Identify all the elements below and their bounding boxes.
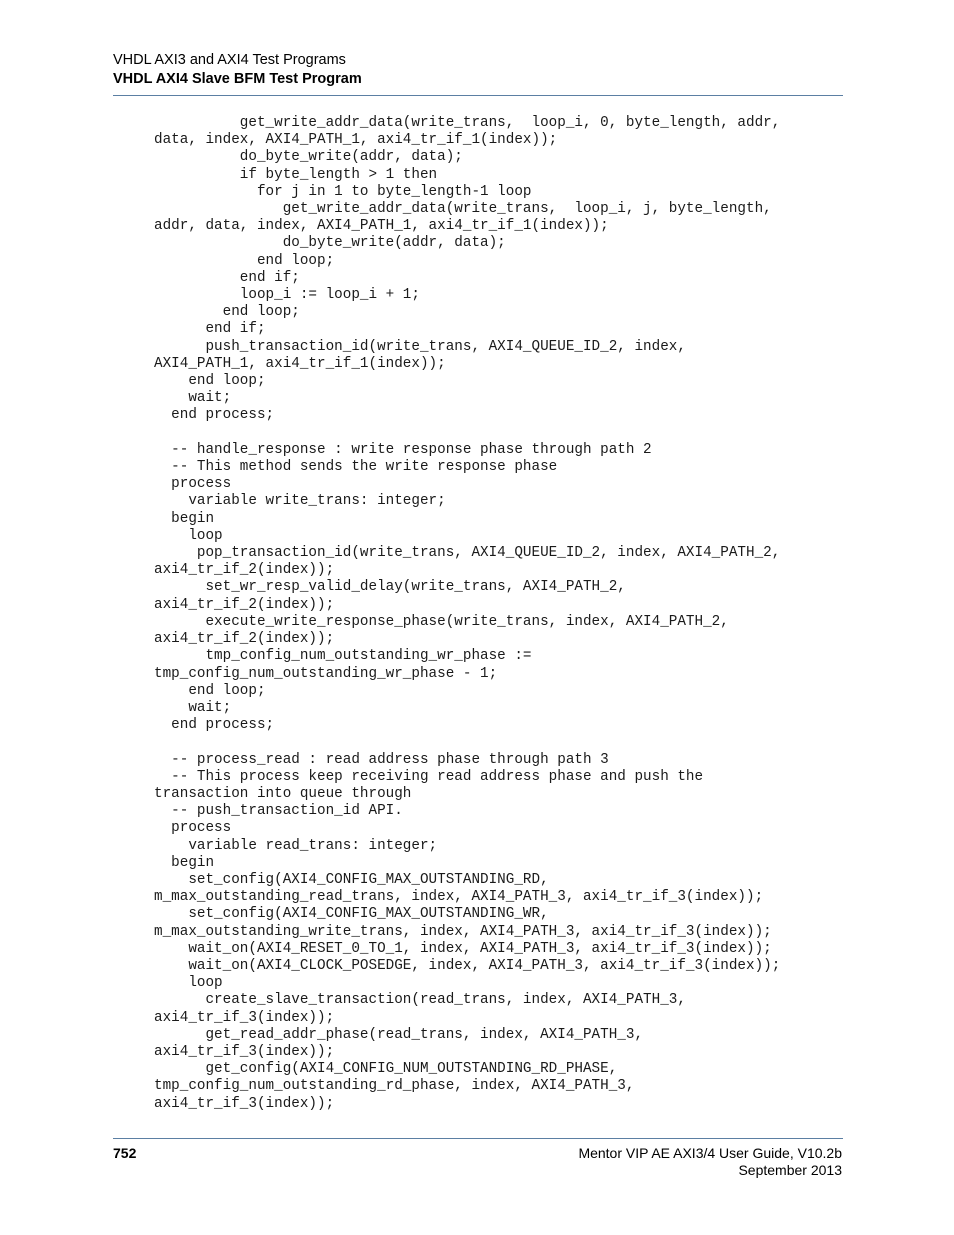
code-line: axi4_tr_if_3(index)); xyxy=(154,1009,335,1026)
code-line: process xyxy=(154,476,232,493)
code-line: create_slave_transaction(read_trans, index, AXI4_PATH_3, xyxy=(154,992,686,1009)
code-line: axi4_tr_if_3(index)); xyxy=(154,1095,335,1112)
footer-divider xyxy=(113,1138,843,1139)
code-line: loop_i := loop_i + 1; xyxy=(154,287,420,304)
publication-date: September 2013 xyxy=(738,1162,842,1178)
code-line: execute_write_response_phase(write_trans, index, AXI4_PATH_2, xyxy=(154,613,729,630)
code-line: -- push_transaction_id API. xyxy=(154,803,403,820)
code-line: end loop; xyxy=(154,373,266,390)
code-line: get_write_addr_data(write_trans, loop_i, 0, byte_length, addr, xyxy=(154,115,781,131)
code-line: end process; xyxy=(154,407,275,424)
code-line: loop xyxy=(154,975,223,992)
code-line: for j in 1 to byte_length-1 loop xyxy=(154,183,532,200)
code-line: get_read_addr_phase(read_trans, index, AXI4_PATH_3, xyxy=(154,1026,644,1043)
code-line: begin xyxy=(154,854,215,871)
code-line: wait; xyxy=(154,699,232,716)
code-line: end loop; xyxy=(154,682,266,699)
code-line: -- handle_response : write response phase through path 2 xyxy=(154,441,652,458)
header-divider xyxy=(113,95,843,96)
code-line: get_write_addr_data(write_trans, loop_i, j, byte_length, xyxy=(154,201,772,218)
code-line: process xyxy=(154,820,232,837)
code-line: -- This method sends the write response phase xyxy=(154,459,558,476)
code-line: set_config(AXI4_CONFIG_MAX_OUTSTANDING_WR, xyxy=(154,906,549,923)
code-line: do_byte_write(addr, data); xyxy=(154,235,506,252)
section-title: VHDL AXI4 Slave BFM Test Program xyxy=(113,71,362,87)
code-line: end if; xyxy=(154,269,300,286)
code-line: wait; xyxy=(154,390,232,407)
code-line: end if; xyxy=(154,321,266,338)
code-line: addr, data, index, AXI4_PATH_1, axi4_tr_if_1(index)); xyxy=(154,218,609,235)
code-line: m_max_outstanding_write_trans, index, AXI4_PATH_3, axi4_tr_if_3(index)); xyxy=(154,923,772,940)
footer-info xyxy=(578,1145,842,1179)
code-line: get_config(AXI4_CONFIG_NUM_OUTSTANDING_RD_PHASE, xyxy=(154,1061,618,1078)
code-line: wait_on(AXI4_CLOCK_POSEDGE, index, AXI4_PATH_3, axi4_tr_if_3(index)); xyxy=(154,957,781,974)
code-line: tmp_config_num_outstanding_wr_phase - 1; xyxy=(154,665,498,682)
code-line: set_wr_resp_valid_delay(write_trans, AXI4_PATH_2, xyxy=(154,579,626,596)
code-line: m_max_outstanding_read_trans, index, AXI4_PATH_3, axi4_tr_if_3(index)); xyxy=(154,889,764,906)
code-line: transaction into queue through xyxy=(154,785,412,802)
code-line: loop xyxy=(154,527,223,544)
code-line: variable write_trans: integer; xyxy=(154,493,446,510)
code-line: do_byte_write(addr, data); xyxy=(154,149,463,166)
code-line: push_transaction_id(write_trans, AXI4_QUEUE_ID_2, index, xyxy=(154,338,686,355)
chapter-title: VHDL AXI3 and AXI4 Test Programs xyxy=(113,52,346,68)
code-line: tmp_config_num_outstanding_wr_phase := xyxy=(154,648,532,665)
page-header xyxy=(113,51,362,89)
code-line: end loop; xyxy=(154,252,335,269)
code-line: begin xyxy=(154,510,215,527)
code-line: axi4_tr_if_3(index)); xyxy=(154,1043,335,1060)
code-line: axi4_tr_if_2(index)); xyxy=(154,562,335,579)
code-line: axi4_tr_if_2(index)); xyxy=(154,596,335,613)
code-line: pop_transaction_id(write_trans, AXI4_QUEUE_ID_2, index, AXI4_PATH_2, xyxy=(154,545,781,562)
code-line: wait_on(AXI4_RESET_0_TO_1, index, AXI4_PATH_3, axi4_tr_if_3(index)); xyxy=(154,940,772,957)
code-line: end process; xyxy=(154,717,275,734)
code-line: tmp_config_num_outstanding_rd_phase, index, AXI4_PATH_3, xyxy=(154,1078,635,1095)
code-line: axi4_tr_if_2(index)); xyxy=(154,631,335,648)
code-listing xyxy=(154,115,780,1113)
code-line: -- process_read : read address phase through path 3 xyxy=(154,751,609,768)
page-number: 752 xyxy=(113,1145,137,1161)
code-line: if byte_length > 1 then xyxy=(154,166,438,183)
guide-title: Mentor VIP AE AXI3/4 User Guide, V10.2b xyxy=(578,1145,842,1161)
code-line: -- This process keep receiving read address phase and push the xyxy=(154,768,704,785)
code-line: variable read_trans: integer; xyxy=(154,837,438,854)
code-line: set_config(AXI4_CONFIG_MAX_OUTSTANDING_RD, xyxy=(154,871,549,888)
code-line: end loop; xyxy=(154,304,300,321)
code-line: AXI4_PATH_1, axi4_tr_if_1(index)); xyxy=(154,355,446,372)
code-line: data, index, AXI4_PATH_1, axi4_tr_if_1(index)); xyxy=(154,132,558,149)
